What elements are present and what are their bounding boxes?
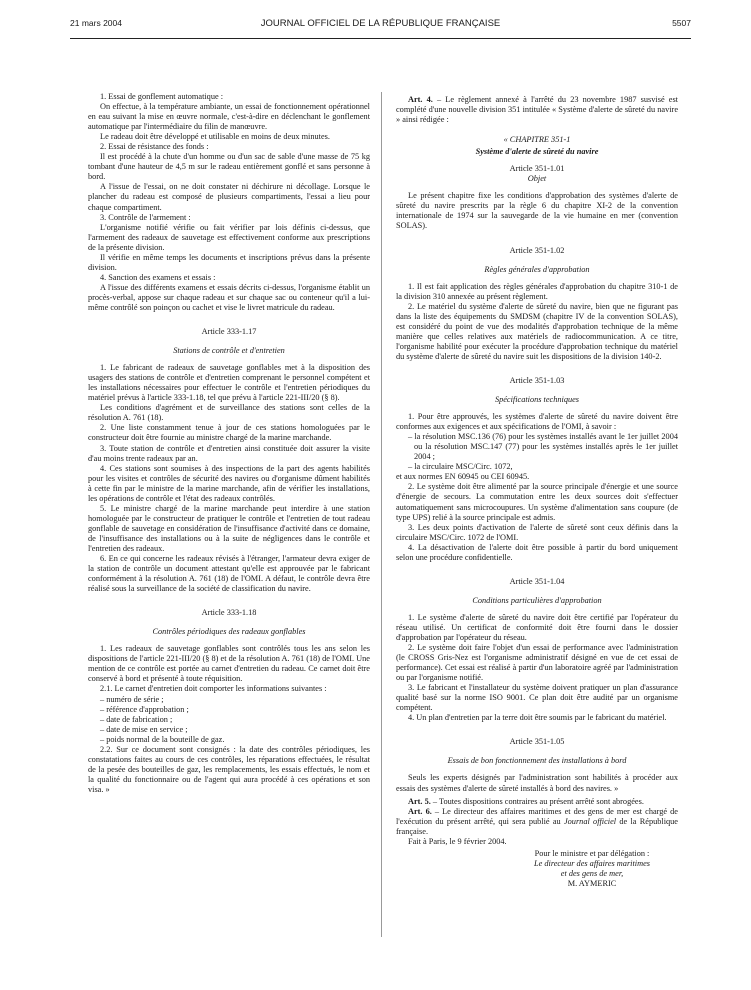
paragraph: A l'issue des différents examens et essais décrits ci-dessus, l'organisme établit un procès-verbal, appose sur chaque radeau et sur chaque sac ou conteneur qu'il a lui-même contrôlé son poinçon ou cachet et vise le livret matricule du radeau. (88, 282, 370, 312)
article-text: – Le règlement annexé à l'arrêté du 23 novembre 1987 susvisé est complété d'une nouvelle division 351 intitulée « Système d'alerte de sûreté du navire » ainsi rédigée : (396, 95, 678, 125)
paragraph: 3. Toute station de contrôle et d'entretien ainsi constituée doit assurer la visite d'au moins trente radeaux par an. (88, 443, 370, 463)
paragraph: On effectue, à la température ambiante, un essai de fonctionnement opérationnel en eau suivant la mise en œuvre normale, c'est-à-dire en déclenchant le gonflement automatique par l'intermédiaire du filin de manœuvre. (88, 102, 370, 132)
paragraph: 3. Contrôle de l'armement : (100, 212, 191, 222)
signature-line: Pour le ministre et par délégation : (534, 848, 650, 858)
list-item: – date de fabrication ; (100, 714, 173, 724)
paragraph: 4. Sanction des examens et essais : (100, 272, 216, 282)
paragraph: Le radeau doit être développé et utilisable en moins de deux minutes. (100, 132, 330, 142)
paragraph: 2. Essai de résistance des fonds : (100, 142, 209, 152)
paragraph: 2. Une liste constamment tenue à jour de ces stations homologuées par le constructeur doit être fournie au ministre chargé de la marine marchande. (88, 423, 370, 443)
list-item: – poids normal de la bouteille de gaz. (100, 734, 225, 744)
signature-date: Fait à Paris, le 9 février 2004. (408, 836, 507, 846)
article-4 (396, 95, 678, 125)
paragraph: Les conditions d'agrément et de surveillance des stations sont celles de la résolution A. 761 (18). (88, 403, 370, 423)
article-subtitle: Contrôles périodiques des radeaux gonflables (152, 627, 306, 637)
paragraph: 4. Ces stations sont soumises à des inspections de la part des agents habilités pour les visites et contrôles de sécurité des navires ou d'organisme dûment habilités à cette fin par le ministre de la marine marchande, afin de vérifier les installations, les opérations de contrôle et l'état des radeaux contrôlés. (88, 463, 370, 503)
paragraph: A l'issue de l'essai, on ne doit constater ni déchirure ni décollage. Lorsque le plancher du radeau est composé de plusieurs compartiments, l'essai a lieu pour chaque compartiment. (88, 182, 370, 212)
paragraph: L'organisme notifié vérifie ou fait vérifier par lois définis ci-dessus, que l'armement des radeaux de sauvetage est effectivement conforme aux prescriptions de la présente division. (88, 222, 370, 252)
paragraph: 1. Le fabricant de radeaux de sauvetage gonflables met à la disposition des usagers des stations de contrôle et d'entretien comprenant le personnel compétent et les installations nécessaires pour effectuer le contrôle et l'entretien périodiques du matériel prévus à l'article 333-1.18, tel que prévu à l'article 221-III/20 (§ 8). (88, 363, 370, 403)
header-rule (70, 38, 691, 39)
paragraph: 2.1. Le carnet d'entretien doit comporter les informations suivantes : (100, 684, 327, 694)
paragraph: 6. En ce qui concerne les radeaux révisés à l'étranger, l'armateur devra exiger de la station de contrôle un document attestant qu'elle est approuvée par le fabricant conformément à la résolution A. 761 (18) de l'OMI. A défaut, le contrôle devra être réalisé sous la surveillance de la société de classification du navire. (88, 554, 370, 594)
article-6 (396, 807, 678, 837)
paragraph: 4. Un plan d'entretien par la terre doit être soumis par le fabricant du matériel. (408, 713, 667, 723)
article-heading: Article 351-1.01 (509, 164, 565, 174)
signatory-name: M. AYMERIC (567, 878, 617, 888)
paragraph: 2.2. Sur ce document sont consignés : la date des contrôles périodiques, les constatations faites au cours de ces contrôles, les réparations effectuées, le résultat de la pesée des bouteilles de gaz, les remplacements, les essais effectués, le nom et la qualité du fonctionnaire ou de l'agent qui aura procédé à ces opérations et son visa. » (88, 744, 370, 794)
article-text: – Toutes dispositions contraires au présent arrêté sont abrogées. (430, 796, 644, 806)
article-heading: Article 351-1.03 (509, 375, 565, 385)
signature-line: et des gens de mer, (560, 868, 624, 878)
article-subtitle: Essais de bon fonctionnement des installations à bord (447, 756, 627, 766)
list-item: – référence d'approbation ; (100, 704, 189, 714)
journal-name: Journal officiel (563, 816, 617, 826)
article-heading: Article 351-1.02 (509, 245, 565, 255)
journal-title: JOURNAL OFFICIEL DE LA RÉPUBLIQUE FRANÇAISE (260, 18, 501, 29)
paragraph: 1. Le système d'alerte de sûreté du navire doit être certifié par l'opérateur du réseau utilisé. Un certificat de conformité doit être fourni dans le dossier d'approbation par l'opérateur du réseau. (396, 612, 678, 642)
paragraph: 1. Essai de gonflement automatique : (100, 92, 224, 101)
right-column (396, 95, 678, 889)
paragraph: 3. Le fabricant et l'installateur du système doivent pratiquer un plan d'assurance qualité basé sur la norme ISO 9001. Ce plan doit être audité par un organisme compétent. (396, 683, 678, 713)
paragraph: Le présent chapitre fixe les conditions d'approbation des systèmes d'alerte de sûreté du navire prescrits par la règle 6 du chapitre XI-2 de la convention internationale de 1974 sur la sauvegarde de la vie humaine en mer (convention SOLAS). (396, 191, 678, 231)
article-subtitle: Conditions particulières d'approbation (472, 595, 602, 605)
paragraph: et aux normes EN 60945 ou CEI 60945. (396, 472, 530, 482)
page-number: 5507 (672, 18, 691, 28)
article-heading: Article 351-1.05 (509, 737, 565, 747)
chapter-title: Système d'alerte de sûreté du navire (475, 147, 599, 157)
paragraph: 2. Le matériel du système d'alerte de sûreté du navire, bien que ne figurant pas dans la liste des équipements du SMDSM (chapitre IV de la convention SOLAS), est considéré du point de vue des modalités d'approbation technique de la même manière que celles relatives aux matériels de radiocommunication. A ce titre, l'organisme habilité pour exécuter la procédure d'approbation technique du matériel du système d'alerte de sûreté du navire suit les dispositions de la division 140-2. (396, 301, 678, 361)
paragraph: 4. La désactivation de l'alerte doit être possible à partir du bord uniquement selon une procédure confidentielle. (396, 542, 678, 562)
paragraph: Il est procédé à la chute d'un homme ou d'un sac de sable d'une masse de 75 kg tombant d'une hauteur de 4,5 m sur le radeau entièrement gonflé et sans personne à bord. (88, 152, 370, 182)
chapter-label: « CHAPITRE 351-1 (503, 135, 571, 145)
article-text: de la République française. (396, 816, 678, 836)
paragraph: 2. Le système doit faire l'objet d'un essai de performance avec l'administration (le CROSS Gris-Nez est l'organisme administratif désigné en vue de cet essai de performance). Cet essai est réalisé à partir d'un laboratoire agréé par l'administration ou par l'organisme notifié. (396, 643, 678, 683)
paragraph: 5. Le ministre chargé de la marine marchande peut interdire à une station homologuée par le constructeur de pratiquer le contrôle et l'entretien de tout radeau gonflable de sauvetage en considération de l'insuffisance d'activité dans ce domaine, de l'insuffisance des installations ou à la suite de négligences dans le contrôle et l'entretien des radeaux. (88, 503, 370, 553)
paragraph: Il vérifie en même temps les documents et inscriptions prévus dans la présente division. (88, 252, 370, 272)
paragraph: 1. Les radeaux de sauvetage gonflables sont contrôlés tous les ans selon les dispositions de l'article 221-III/20 (§ 8) et de la résolution A. 761 (18) de l'OMI. Une mention de ce contrôle est portée au carnet d'entretien du radeau. Ce carnet doit être conservé à bord et présenté à toute réquisition. (88, 644, 370, 684)
page-header (70, 18, 691, 32)
signature-block (396, 849, 678, 889)
paragraph: 1. Il est fait application des règles générales d'approbation du chapitre 310-1 de la division 310 annexée au présent règlement. (396, 281, 678, 301)
header-date: 21 mars 2004 (70, 18, 122, 28)
signature-line: Le directeur des affaires maritimes (534, 858, 650, 868)
article-label: Art. 6. (408, 806, 432, 816)
paragraph: 3. Les deux points d'activation de l'alerte de sûreté sont ceux définis dans la circulaire MSC/Circ. 1072 de l'OMI. (396, 522, 678, 542)
article-label: Art. 4. (408, 95, 433, 104)
article-subtitle: Règles générales d'approbation (484, 264, 590, 274)
column-separator (381, 92, 382, 937)
list-item: – la résolution MSC.136 (76) pour les systèmes installés avant le 1er juillet 2004 ou la résolution MSC.147 (77) pour les systèmes installés après le 1er juillet 2004 ; (408, 432, 678, 462)
paragraph: Seuls les experts désignés par l'administration sont habilités à procéder aux essais des systèmes d'alerte de sûreté installés à bord des navires. » (396, 773, 678, 793)
list-item: – numéro de série ; (100, 694, 164, 704)
article-subtitle: Stations de contrôle et d'entretien (173, 346, 285, 356)
list-item: – la circulaire MSC/Circ. 1072, (408, 462, 513, 472)
article-subtitle: Spécifications techniques (494, 395, 580, 405)
article-heading: Article 333-1.18 (201, 608, 257, 618)
article-text: – Le directeur des affaires maritimes et des gens de mer est chargé de l'exécution du présent arrêté, qui sera publié au (396, 806, 678, 826)
article-5 (396, 797, 678, 807)
list-item: – date de mise en service ; (100, 724, 188, 734)
left-column (88, 92, 370, 795)
paragraph: 1. Pour être approuvés, les systèmes d'alerte de sûreté du navire doivent être conformes aux exigences et aux spécifications de l'OMI, à savoir : (396, 412, 678, 432)
article-label: Art. 5. (408, 796, 431, 806)
paragraph: 2. Le système doit être alimenté par la source principale d'énergie et une source d'énergie de secours. La commutation entre les deux sources doit s'effectuer automatiquement sans microcoupures. Un système d'alimentation sans coupure (de type UPS) relié à la source principale est admis. (396, 482, 678, 522)
article-heading: Article 351-1.04 (509, 576, 565, 586)
article-heading: Article 333-1.17 (201, 327, 257, 337)
article-subtitle: Objet (527, 174, 547, 184)
